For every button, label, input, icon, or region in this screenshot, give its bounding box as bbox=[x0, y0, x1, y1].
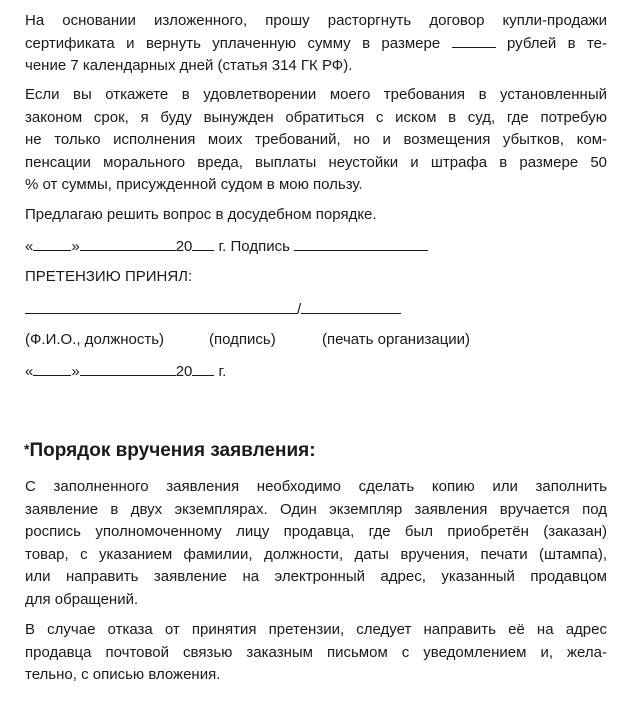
recipient-blanks-line bbox=[25, 299, 401, 320]
text-line: В случае отказа от принятия претензии, следует направить её на адрес bbox=[25, 621, 607, 638]
slash-separator: / bbox=[297, 301, 302, 318]
caption-stamp: (печать организации) bbox=[322, 331, 471, 348]
caption-fio: (Ф.И.О., должность) bbox=[25, 331, 165, 348]
text-line: законом срок, я буду вынужден обратиться с иском в суд, где потребую bbox=[25, 108, 607, 126]
signature-date-line bbox=[25, 236, 428, 257]
close-quote: » bbox=[71, 238, 80, 255]
signature-label: г. Подпись bbox=[218, 238, 290, 255]
text-line-with-blank bbox=[25, 33, 607, 56]
text-line: Если вы откажете в удовлетворении моего требования в установленный bbox=[25, 86, 607, 103]
paragraph-refusal-case bbox=[25, 619, 607, 687]
month-blank bbox=[80, 236, 176, 251]
text-fragment: рублей в те- bbox=[506, 34, 608, 52]
text-line: для обращений. bbox=[25, 590, 139, 608]
recipient-name-blank bbox=[25, 299, 297, 314]
text-line: роспись уполномоченному лицу продавца, где был приобретён (заказан) bbox=[25, 523, 607, 541]
paragraph-termination-request bbox=[25, 10, 607, 78]
paragraph-pretrial-offer bbox=[25, 204, 607, 227]
text-line: % от суммы, присужденной судом в мою пользу. bbox=[25, 176, 363, 194]
paragraph-delivery-procedure bbox=[25, 476, 607, 612]
text-fragment: сертификата и вернуть уплаченную сумму в размере bbox=[25, 34, 441, 52]
footnote-star: * bbox=[24, 441, 30, 457]
text-line: С заполненного заявления необходимо сделать копию или заполнить bbox=[25, 478, 607, 495]
year-prefix: 20 bbox=[175, 238, 193, 255]
text-line: продавца почтовой связью заказным письмом с уведомлением и, жела- bbox=[25, 643, 607, 661]
text-line: не только исполнения моих требований, но и возмещения убытков, ком- bbox=[25, 131, 607, 149]
claim-accepted-label: ПРЕТЕНЗИЮ ПРИНЯЛ: bbox=[25, 268, 193, 285]
day-blank bbox=[33, 361, 71, 376]
close-quote: » bbox=[71, 363, 80, 380]
acceptance-date-line bbox=[25, 361, 226, 382]
day-blank bbox=[33, 236, 71, 251]
section-title: Порядок вручения заявления: bbox=[29, 440, 316, 461]
signature-blank bbox=[294, 236, 428, 251]
text-line: товар, с указанием фамилии, должности, даты вручения, печати (штампа), bbox=[25, 545, 607, 563]
section-heading bbox=[24, 438, 316, 464]
date-suffix: г. bbox=[218, 363, 227, 380]
paragraph-court-warning bbox=[25, 84, 607, 197]
text-line: тельно, с описью вложения. bbox=[25, 666, 221, 684]
text-line: На основании изложенного, прошу расторгнуть договор купли-продажи bbox=[25, 12, 607, 29]
open-quote: « bbox=[25, 238, 34, 255]
amount-blank bbox=[452, 33, 496, 48]
caption-signature: (подпись) bbox=[209, 331, 276, 348]
text-line: чение 7 календарных дней (статья 314 ГК РФ). bbox=[25, 57, 353, 75]
text-line: или направить заявление на электронный адрес, указанный продавцом bbox=[25, 568, 607, 586]
month-blank bbox=[80, 361, 176, 376]
year-blank bbox=[192, 236, 214, 251]
year-prefix: 20 bbox=[175, 363, 193, 380]
year-blank bbox=[192, 361, 214, 376]
recipient-signature-blank bbox=[301, 299, 401, 314]
text-line: Предлагаю решить вопрос в досудебном порядке. bbox=[25, 206, 377, 223]
text-line: заявление в двух экземплярах. Один экземпляр заявления вручается под bbox=[25, 500, 607, 518]
text-line: пенсации морального вреда, выплаты неустойки и штрафа в размере 50 bbox=[25, 153, 607, 171]
open-quote: « bbox=[25, 363, 34, 380]
